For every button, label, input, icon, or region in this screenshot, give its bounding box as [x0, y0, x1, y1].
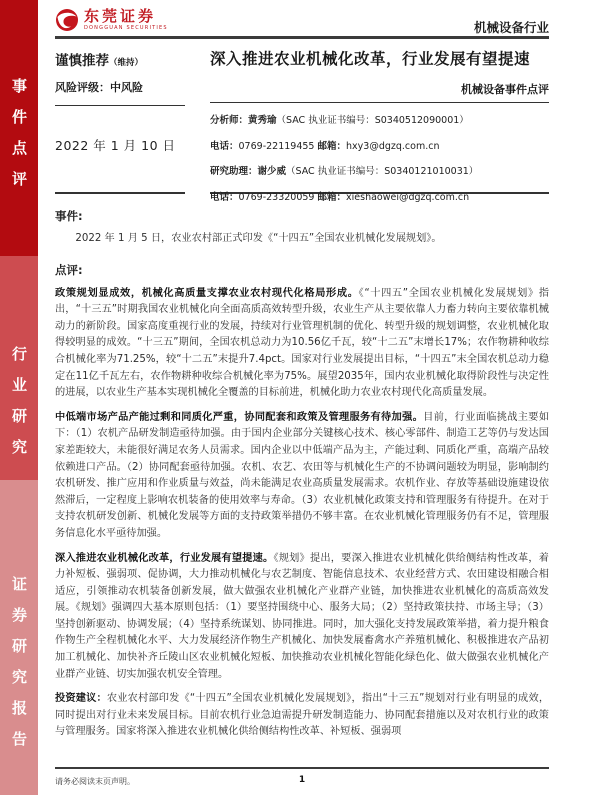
title-divider — [210, 102, 549, 103]
sidebar-tab-industry-research — [0, 256, 38, 480]
rating — [55, 49, 185, 69]
footer-row — [55, 769, 549, 802]
brand-name-cn: 东莞证券 — [84, 7, 157, 25]
page-number: 1 — [298, 775, 306, 785]
comment-paragraph: 中低端市场产品产能过剩和同质化严重，协同配套和政策及管理服务有待加强。目前，行业面临挑战主要如下：（1）农机产品研发制造亟待加强。由于国内企业部分关键核心技术、核心零部件、制造工艺等仍与发达国家差距较大，未能很好满足农务人员需求。国内企业以中低端产品为主，产能过剩、同质化严重，高端产品较依赖进口产品。（2）协同配套亟待加强。农机、农艺、农田等与机械化生产的不协调问题较为明显，影响制约农机研发、推广应用和作业质量与效益，尚未能满足农业高质量发展需求。农机作业、存放等基础设施建设依然滞后，一定程度上影响农机装备的使用效率与寿命。（3）农业机械化政策支持和管理服务有待提升。在对于支持农机研发创新、机械化发展等方面的支持政策举措仍不够丰富。在农业机械化管理服务仍有不足，管理服务信息化水平亟待加强。 — [55, 411, 550, 539]
sidebar-tab-event-comment-label: 事件点评 — [10, 78, 28, 202]
brand-logo — [55, 8, 168, 32]
report-subtitle: 机械设备事件点评 — [461, 83, 549, 96]
report-title: 深入推进农业机械化改革，行业发展有望提速 — [210, 50, 531, 68]
title-box — [210, 47, 549, 203]
rating-value: 谨慎推荐 — [55, 53, 109, 69]
rating-divider — [55, 105, 185, 106]
report-date: 2022 年 1 月 10 日 — [55, 138, 176, 153]
analyst-lines — [210, 112, 549, 203]
event-heading: 事件: — [55, 209, 83, 223]
sidebar-tab-securities-report — [0, 480, 38, 795]
comment-paragraph: 深入推进农业机械化改革，行业发展有望提速。《规划》提出，要深入推进农业机械化供给侧结构性改革，着力补短板、强弱项、促协调，大力推动机械化与农艺制度、智能信息技术、农业经营方式、农田建设相融合相适应，引领推动农机装备创新发展，做大做强农业机械化产业群产业链，加快推进农业机械化的高质高效发展。《规划》强调四大基本原则包括：（1）要坚持围绕中心、服务大局；（2）坚持政策扶持、市场主导；（3）坚持创新驱动、协调发展；（4）坚持系统谋划、协同推进。同时，加大强化支持发展政策举措，着力提升粮食作物生产全程机械化水平、大力发展经济作物生产机械化、加快发展畜禽水产养殖机械化、积极推进农产品初加工机械化、加快补齐丘陵山区农业机械化短板、加快推动农业机械化智能化绿色化、做大做强农业机械化产业群产业链、切实加强农机安全管理。 — [55, 552, 549, 680]
brand-name-en: DONGGUAN SECURITIES — [84, 25, 168, 31]
header-rule — [55, 36, 549, 39]
industry-tag: 机械设备行业 — [473, 20, 549, 35]
rating-box — [55, 47, 185, 194]
rating-note: （维持） — [109, 58, 144, 68]
dongguan-securities-logo-icon — [55, 8, 79, 32]
analyst-line: 电话：0769-22119455 邮箱：hxy3@dgzq.com.cn — [210, 140, 440, 152]
analyst-line: 分析师：黄秀瑜（SAC 执业证书编号：S0340512090001） — [210, 115, 469, 126]
report-page — [55, 0, 549, 741]
page-footer — [55, 767, 549, 802]
event-body: 2022 年 1 月 5 日，农业农村部正式印发《“十四五”全国农业机械化发展规划》。 — [75, 233, 442, 244]
footer-disclaimer: 请务必阅读末页声明。 — [55, 777, 135, 786]
analyst-line: 研究助理：谢少威（SAC 执业证书编号：S0340121010031） — [210, 166, 479, 177]
comment-paragraph: 政策规划显成效，机械化高质量支撑农业农村现代化格局形成。《“十四五”全国农业机械化发展规划》指出，“十三五”时期我国农业机械化向全面高质高效转型升级，农业生产从主要依靠人力畜力转向主要依靠机械动力的新阶段。国家高度重视行业的发展，持续对行业管理机制的优化、转型升级的规划调整，农业机械化取得较明显的成效。“十三五”期间，全国农机总动力为10.56亿千瓦，较“十二五”末增长17%；农作物耕种收综合机械化率为71.25%，较“十二五”末提升7.4pct。国家对行业发展提出目标，“十四五”末全国农机总动力稳定在11亿千瓦左右，农作物耕种收综合机械化率为75%。展望2035年，国内农业机械化取得阶段性与决定性的进展，以农业生产基本实现机械化全覆盖的目标前进，机械化助力农业农村现代化高质量发展。 — [55, 287, 549, 399]
page-header — [55, 8, 549, 34]
comment-paragraph: 投资建议：农业农村部印发《“十四五”全国农业机械化发展规划》，指出“十三五”规划对行业有明显的成效，同时提出对行业未来发展目标。目前农机行业急迫需提升研发制造能力、协同配套措施以及对农机行业的政策与管理服务。国家将深入推进农业机械化供给侧结构性改革、补短板、强弱项 — [55, 693, 550, 738]
sidebar — [0, 0, 38, 795]
comment-heading: 点评: — [55, 262, 83, 277]
sidebar-tab-event-comment — [0, 0, 38, 256]
analyst-line: 电话：0769-23320059 邮箱：xieshaowei@dgzq.com.cn — [210, 191, 470, 203]
sidebar-tab-industry-research-label: 行业研究 — [10, 346, 28, 470]
risk-level: 风险评级：中风险 — [55, 81, 143, 94]
sidebar-tab-securities-report-label: 证券研究报告 — [10, 576, 28, 762]
comment-paragraphs — [55, 286, 549, 741]
report-info-box — [55, 47, 549, 203]
